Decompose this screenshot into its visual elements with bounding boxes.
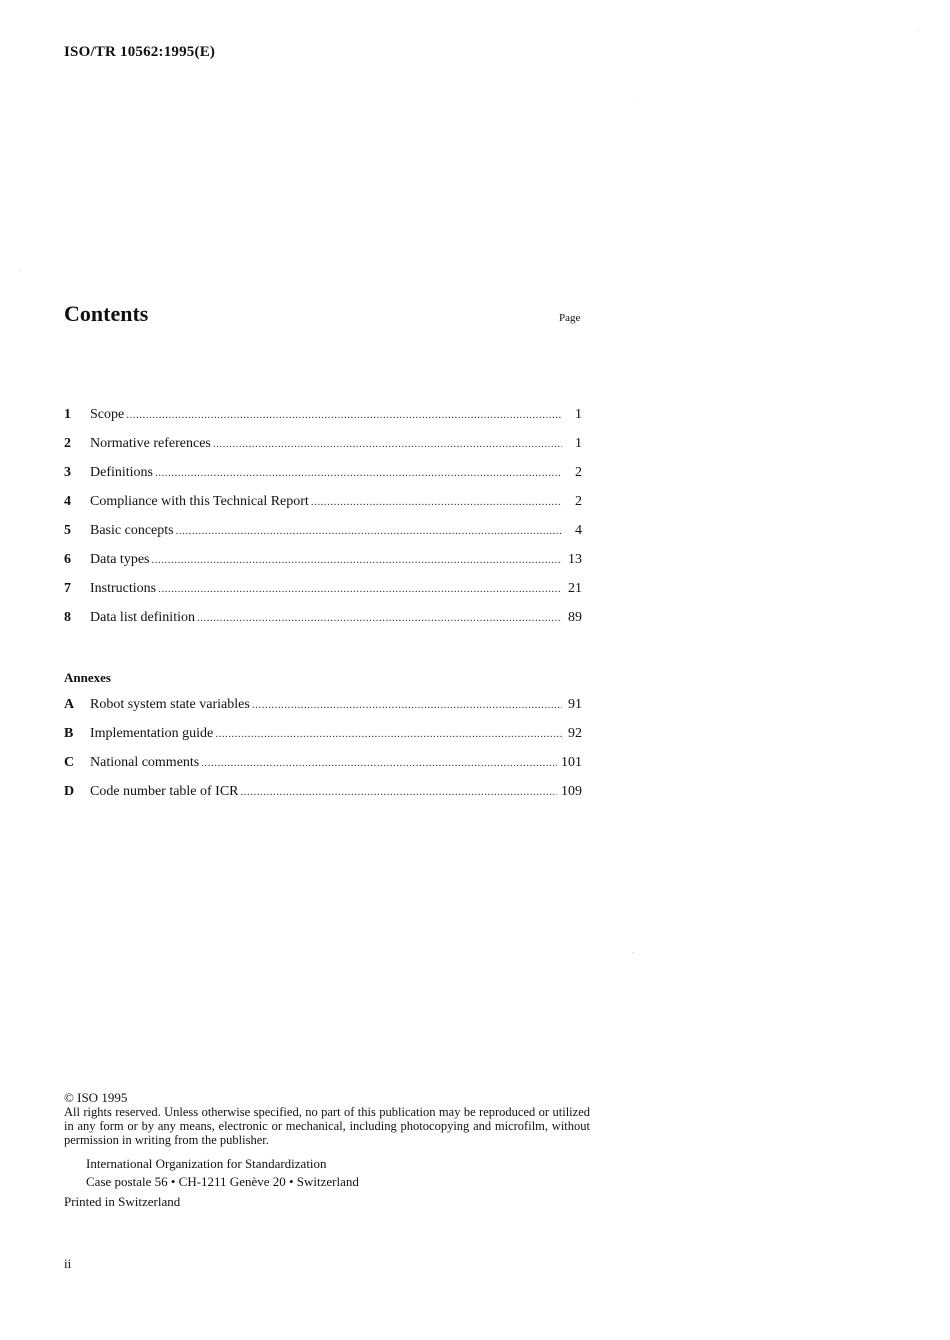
toc-entry[interactable] <box>64 610 582 639</box>
dot-leader <box>201 757 557 769</box>
dot-leader <box>158 583 562 595</box>
toc-entry-page: 21 <box>568 581 582 596</box>
dot-leader <box>213 438 562 450</box>
toc-entry-page: 13 <box>568 552 582 567</box>
organization-address: Case postale 56 • CH-1211 Genève 20 • Switzerland <box>86 1174 359 1189</box>
toc-entry-page: 2 <box>575 465 582 480</box>
dot-leader <box>176 525 562 537</box>
toc-entry[interactable] <box>64 494 582 523</box>
publisher-address <box>64 1155 590 1191</box>
toc-annex-list <box>64 697 582 813</box>
toc-entry-title: Definitions <box>90 465 153 480</box>
toc-entry-page: 1 <box>575 407 582 422</box>
toc-entry-title: Normative references <box>90 436 211 451</box>
toc-entry-number: 6 <box>64 552 71 567</box>
toc-entry-number: 8 <box>64 610 71 625</box>
annex-entry-page: 92 <box>568 726 582 741</box>
annex-entry[interactable] <box>64 726 582 755</box>
page-number: ii <box>64 1256 72 1271</box>
dot-leader <box>215 728 562 740</box>
toc-entry-number: 1 <box>64 407 71 422</box>
toc-entry-page: 1 <box>575 436 582 451</box>
scan-speck <box>634 98 635 99</box>
dot-leader <box>155 467 562 479</box>
toc-entry-number: 4 <box>64 494 71 509</box>
toc-entry[interactable] <box>64 523 582 552</box>
toc-entry-title: Data list definition <box>90 610 195 625</box>
dot-leader <box>151 554 562 566</box>
dot-leader <box>252 699 562 711</box>
annex-entry-title: Robot system state variables <box>90 697 250 712</box>
scan-speck <box>19 270 20 271</box>
document-id: ISO/TR 10562:1995(E) <box>64 44 216 60</box>
toc-entry[interactable] <box>64 407 582 436</box>
annex-entry-letter: D <box>64 784 75 799</box>
toc-entry-title: Basic concepts <box>90 523 174 538</box>
toc-entry-title: Instructions <box>90 581 157 596</box>
toc-entry-number: 2 <box>64 436 71 451</box>
dot-leader <box>241 786 557 798</box>
annex-entry-letter: A <box>64 697 75 712</box>
annex-entry-page: 91 <box>568 697 582 712</box>
printed-in: Printed in Switzerland <box>64 1194 181 1209</box>
toc-entry-page: 2 <box>575 494 582 509</box>
annex-entry-letter: B <box>64 726 74 741</box>
annex-entry-title: Code number table of ICR <box>90 784 239 799</box>
copyright-block <box>64 1091 590 1209</box>
dot-leader <box>197 612 562 624</box>
rights-statement: All rights reserved. Unless otherwise specified, no part of this publication may be reproduced or utilized in any form or by any means, electronic or mechanical, including photocopying and microfilm, without permission in writing from the publisher. <box>64 1105 590 1147</box>
annex-entry[interactable] <box>64 697 582 726</box>
scan-speck <box>917 30 918 31</box>
contents-title: Contents <box>64 301 149 326</box>
annex-entry-title: National comments <box>90 755 200 770</box>
toc-entry[interactable] <box>64 581 582 610</box>
toc-entry-title: Data types <box>90 552 150 567</box>
toc-entry[interactable] <box>64 552 582 581</box>
annex-entry-letter: C <box>64 755 75 770</box>
scan-speck <box>632 952 633 953</box>
toc-entry-page: 89 <box>568 610 582 625</box>
page-column-label: Page <box>559 312 581 324</box>
toc-entry-number: 7 <box>64 581 71 596</box>
toc-entry[interactable] <box>64 436 582 465</box>
annex-entry-page: 109 <box>561 784 582 799</box>
toc-entry-title: Scope <box>90 407 125 422</box>
toc-entry-page: 4 <box>575 523 582 538</box>
toc-entry[interactable] <box>64 465 582 494</box>
toc-main-list <box>64 407 582 639</box>
toc-entry-title: Compliance with this Technical Report <box>90 494 309 509</box>
annexes-heading: Annexes <box>64 670 111 685</box>
annex-entry-title: Implementation guide <box>90 726 214 741</box>
toc-entry-number: 3 <box>64 465 71 480</box>
annex-entry[interactable] <box>64 755 582 784</box>
copyright-notice: © ISO 1995 <box>64 1090 128 1105</box>
annex-entry-page: 101 <box>561 755 582 770</box>
toc-entry-number: 5 <box>64 523 71 538</box>
dot-leader <box>126 409 562 421</box>
organization-name: International Organization for Standardization <box>86 1156 327 1171</box>
annex-entry[interactable] <box>64 784 582 813</box>
dot-leader <box>311 496 562 508</box>
